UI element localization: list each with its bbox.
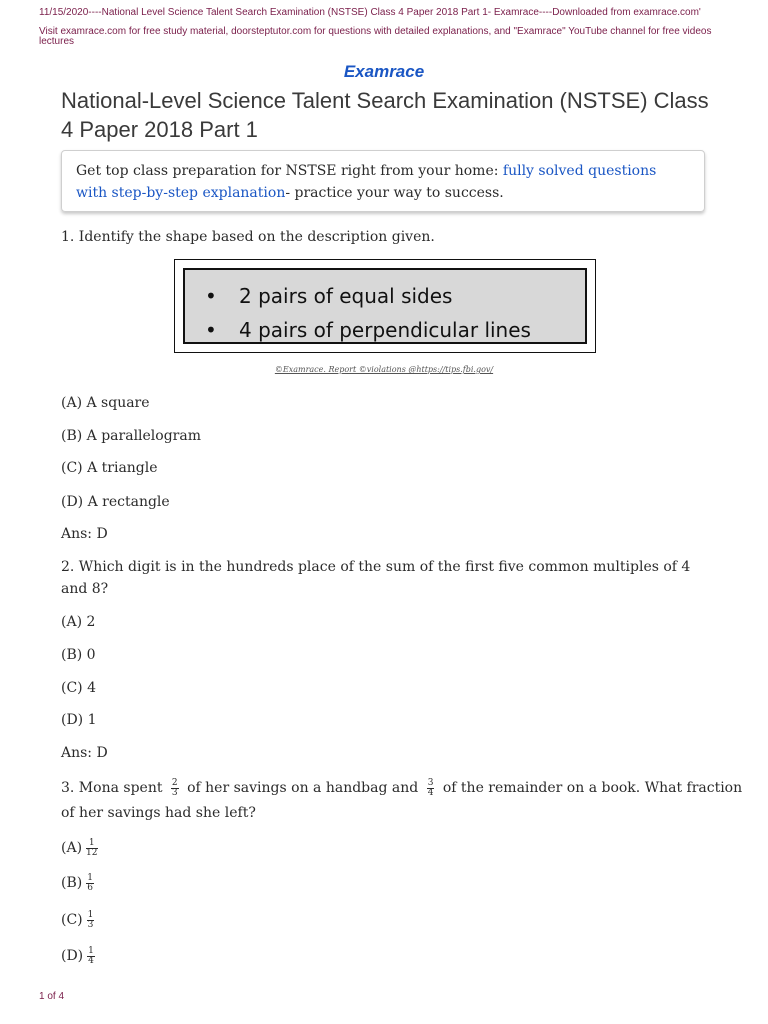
q3-option-a-label: (A) xyxy=(61,840,83,856)
bullet-icon: • xyxy=(205,318,217,342)
page-number: 1 of 4 xyxy=(39,991,65,1002)
image-credit[interactable]: ©Examrace. Report ©violations @https://tips.fbi.gov/ xyxy=(274,365,494,374)
q3-option-c-label: (C) xyxy=(61,912,83,928)
q3-option-a-num: 1 xyxy=(86,839,97,849)
q1-option-d: (D) A rectangle xyxy=(61,494,170,510)
q3-fraction-1-num: 2 xyxy=(171,777,178,788)
promo-suffix: - practice your way to success. xyxy=(285,185,504,201)
q1-answer: Ans: D xyxy=(61,526,108,542)
figure-bullet-2-text: 4 pairs of perpendicular lines xyxy=(239,318,531,342)
question-2: 2. Which digit is in the hundreds place of the sum of the first five common multiples of 4 and 8? xyxy=(61,559,691,597)
question-3-line-2: of her savings had she left? xyxy=(61,805,256,821)
q3-text-3: of the remainder on a book. What fraction xyxy=(438,780,743,796)
q3-fraction-2-den: 4 xyxy=(427,787,434,798)
question-1: 1. Identify the shape based on the description given. xyxy=(61,229,435,245)
q3-option-d-den: 4 xyxy=(88,955,94,966)
q2-option-a: (A) 2 xyxy=(61,614,96,630)
q3-text-1: 3. Mona spent xyxy=(61,780,167,796)
figure-bullet-1 xyxy=(205,284,452,308)
promo-box xyxy=(61,150,705,212)
q3-fraction-2-num: 3 xyxy=(427,777,434,788)
figure-panel xyxy=(183,268,587,344)
q3-text-2: of her savings on a handbag and xyxy=(182,780,423,796)
q3-option-a xyxy=(61,837,102,859)
q3-option-c-num: 1 xyxy=(87,909,94,920)
q3-fraction-1 xyxy=(171,779,179,798)
q3-option-b-num: 1 xyxy=(87,872,93,883)
promo-prefix: Get top class preparation for NSTSE right from your home: xyxy=(76,163,503,179)
visit-notice: Visit examrace.com for free study material, doorsteptutor.com for questions with detailed explanations, and "Examrace" YouTube channel for free videos lectures xyxy=(39,26,712,47)
q3-option-b xyxy=(61,872,98,894)
q3-option-a-fraction xyxy=(86,839,97,858)
question-3-line-1 xyxy=(61,777,742,799)
q3-option-c-den: 3 xyxy=(87,919,94,930)
q1-option-a: (A) A square xyxy=(61,395,150,411)
q3-fraction-1-den: 3 xyxy=(171,787,178,798)
q3-option-d xyxy=(61,945,99,967)
q3-option-d-label: (D) xyxy=(61,948,84,964)
brand-name: Examrace xyxy=(343,62,425,81)
q3-option-b-den: 6 xyxy=(87,882,93,893)
q2-answer: Ans: D xyxy=(61,745,108,761)
q3-option-b-label: (B) xyxy=(61,875,83,891)
question-1-figure xyxy=(174,259,596,353)
page-title: National-Level Science Talent Search Examination (NSTSE) Class 4 Paper 2018 Part 1 xyxy=(61,88,709,142)
promo-link[interactable]: fully solved questions with step-by-step explanation xyxy=(76,163,657,201)
q1-option-c: (C) A triangle xyxy=(61,460,158,476)
download-header: 11/15/2020----National Level Science Talent Search Examination (NSTSE) Class 4 Paper 2018 Part 1- Examrace----Downloaded from examrace.com' xyxy=(39,7,701,18)
q3-option-a-den: 12 xyxy=(86,847,98,858)
q3-fraction-2 xyxy=(427,779,435,798)
q3-option-d-num: 1 xyxy=(88,945,94,956)
figure-bullet-1-text: 2 pairs of equal sides xyxy=(239,284,453,308)
q1-option-b: (B) A parallelogram xyxy=(61,428,201,444)
q3-option-c-fraction xyxy=(87,911,95,930)
q2-option-b: (B) 0 xyxy=(61,647,96,663)
figure-bullet-2 xyxy=(205,318,531,342)
q2-option-d: (D) 1 xyxy=(61,712,97,728)
q3-option-b-fraction xyxy=(86,874,94,893)
bullet-icon: • xyxy=(205,284,217,308)
q2-option-c: (C) 4 xyxy=(61,680,96,696)
q3-option-d-fraction xyxy=(87,947,95,966)
q3-option-c xyxy=(61,909,98,931)
